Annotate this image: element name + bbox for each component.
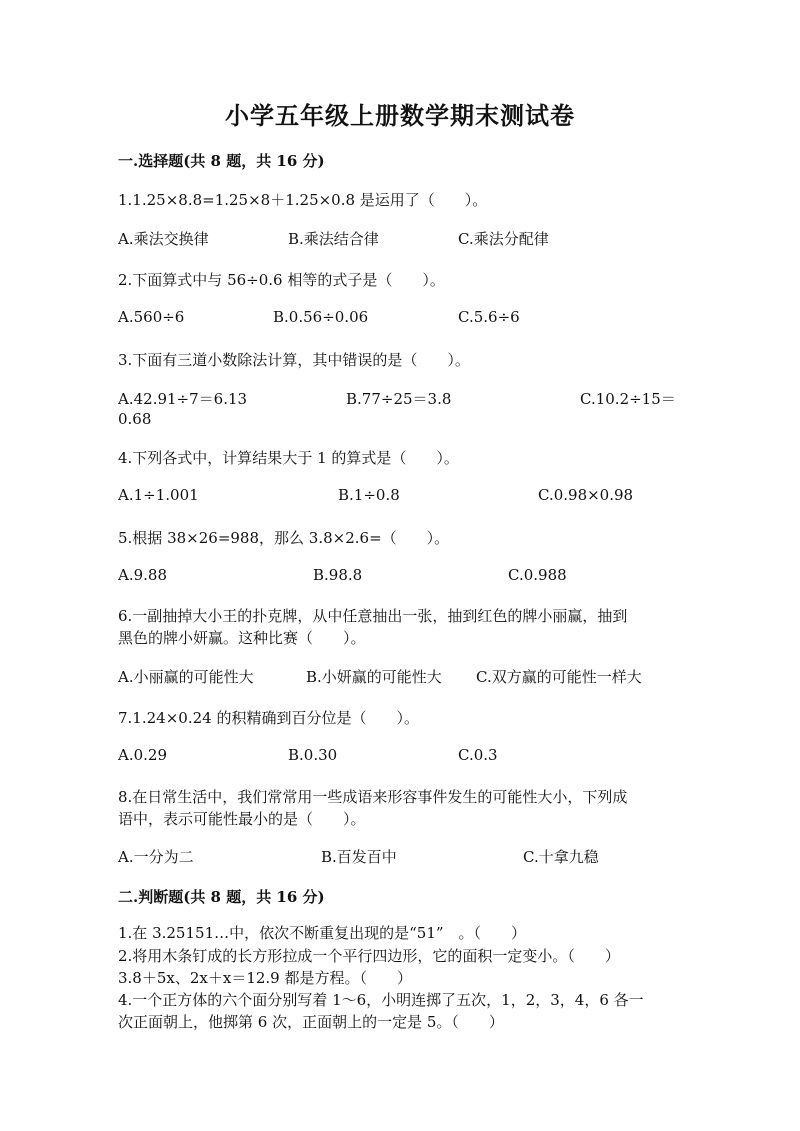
q3-option-c-continued: 0.68	[118, 410, 152, 428]
question-8: 8.在日常生活中，我们常常用一些成语来形容事件发生的可能性大小，下列成	[118, 788, 628, 806]
question-4: 4.下列各式中，计算结果大于 1 的算式是（ ）。	[118, 449, 459, 467]
q1-option-b: B.乘法结合律	[288, 230, 379, 248]
judgment-4: 4.一个正方体的六个面分别写着 1～6，小明连掷了五次，1，2，3，4，6 各一	[118, 991, 644, 1009]
question-5: 5.根据 38×26=988，那么 3.8×2.6=（ ）。	[118, 529, 450, 547]
q6-option-c: C.双方赢的可能性一样大	[476, 668, 642, 686]
q1-option-a: A.乘法交换律	[118, 230, 209, 248]
q7-option-a: A.0.29	[118, 746, 167, 764]
q5-option-b: B.98.8	[313, 566, 363, 584]
q8-option-c: C.十拿九稳	[523, 848, 599, 866]
judgment-3: 3.8＋5x、2x＋x＝12.9 都是方程。（ ）	[118, 969, 412, 987]
q4-option-a: A.1÷1.001	[118, 486, 199, 504]
q1-option-c: C.乘法分配律	[458, 230, 549, 248]
question-6: 6.一副抽掉大小王的扑克牌，从中任意抽出一张，抽到红色的牌小丽赢，抽到	[118, 607, 628, 625]
q2-option-a: A.560÷6	[118, 308, 185, 326]
judgment-1: 1.在 3.25151…中，依次不断重复出现的是“51” 。（ ）	[118, 924, 527, 942]
q4-option-b: B.1÷0.8	[338, 486, 400, 504]
question-1: 1.1.25×8.8=1.25×8＋1.25×0.8 是运用了（ ）。	[118, 191, 488, 209]
question-7: 7.1.24×0.24 的积精确到百分位是（ ）。	[118, 709, 419, 727]
q7-option-b: B.0.30	[288, 746, 338, 764]
page-title: 小学五年级上册数学期末测试卷	[225, 101, 575, 130]
q3-option-c: C.10.2÷15＝	[580, 390, 676, 408]
q8-option-b: B.百发百中	[321, 848, 397, 866]
question-8-continued: 语中，表示可能性最小的是（ ）。	[118, 810, 366, 828]
question-6-continued: 黑色的牌小妍赢。这种比赛（ ）。	[118, 629, 366, 647]
judgment-4-continued: 次正面朝上，他掷第 6 次，正面朝上的一定是 5。（ ）	[118, 1013, 504, 1031]
q4-option-c: C.0.98×0.98	[538, 486, 634, 504]
q2-option-b: B.0.56÷0.06	[273, 308, 369, 326]
judgment-2: 2.将用木条钉成的长方形拉成一个平行四边形，它的面积一定变小。（ ）	[118, 947, 620, 965]
section-heading-judgment: 二.判断题(共 8 题，共 16 分)	[118, 888, 325, 906]
question-2: 2.下面算式中与 56÷0.6 相等的式子是（ ）。	[118, 271, 445, 289]
q6-option-b: B.小妍赢的可能性大	[306, 668, 442, 686]
section-heading-choice: 一.选择题(共 8 题，共 16 分)	[118, 152, 325, 170]
question-3: 3.下面有三道小数除法计算，其中错误的是（ ）。	[118, 351, 470, 369]
q8-option-a: A.一分为二	[118, 848, 194, 866]
q3-option-a: A.42.91÷7＝6.13	[118, 390, 248, 408]
q3-option-b: B.77÷25＝3.8	[346, 390, 452, 408]
q5-option-a: A.9.88	[118, 566, 167, 584]
q5-option-c: C.0.988	[508, 566, 567, 584]
q7-option-c: C.0.3	[458, 746, 498, 764]
q6-option-a: A.小丽赢的可能性大	[118, 668, 254, 686]
q2-option-c: C.5.6÷6	[458, 308, 520, 326]
